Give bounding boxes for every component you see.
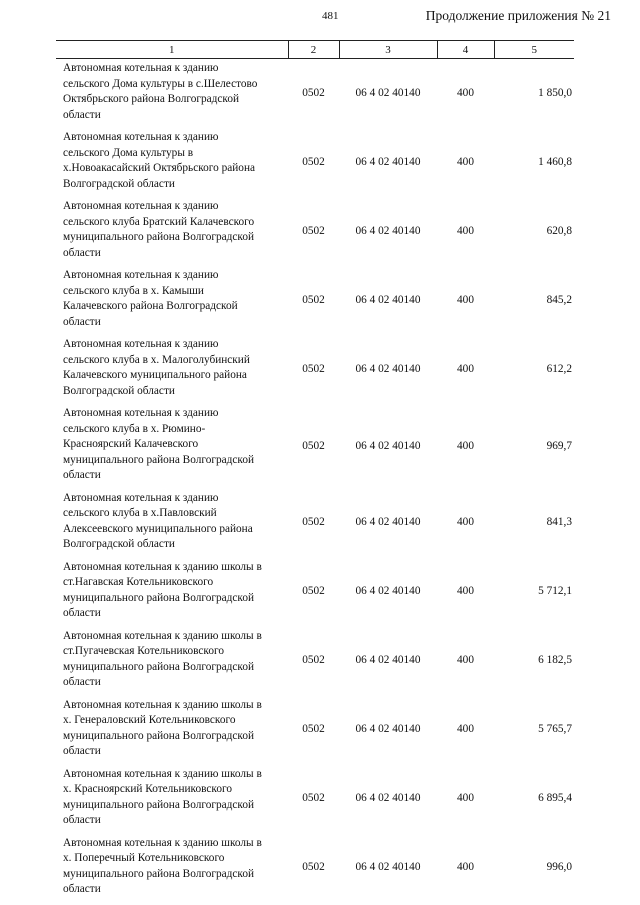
object-name-line: Автономная котельная к зданию [63,62,219,74]
object-name-line: Калачевского района Волгоградской [63,300,238,312]
object-name-line: х.Новоакасайский Октябрьского района [63,162,256,174]
object-name-cell [56,197,288,266]
section-code-cell: 0502 [302,86,325,99]
object-name-line: Автономная котельная к зданию школы в [63,836,262,849]
table-row [56,558,574,627]
object-name-line: Автономная котельная к зданию школы в [63,698,262,711]
object-name-cell [56,834,288,903]
amount-cell: 612,2 [546,362,572,375]
object-name-line: муниципального района Волгоградской [63,591,255,604]
object-name-cell [56,765,288,834]
object-name-cell [56,696,288,765]
object-name-line: Автономная котельная к зданию [63,131,219,143]
table-row [56,627,574,696]
amount-cell: 1 460,8 [538,155,572,168]
object-name-line: Автономная котельная к зданию школы в [63,767,262,780]
object-name-line: сельского Дома культуры в [63,146,194,159]
object-name-line: области [63,246,101,259]
object-name-line: области [63,676,101,688]
object-name-cell [56,404,288,489]
object-name-cell [56,335,288,404]
section-code-cell: 0502 [302,439,325,452]
section-code-cell: 0502 [302,362,325,375]
amount-cell: 1 850,0 [538,86,572,99]
amount-cell: 841,3 [546,516,572,529]
table-body [56,59,574,903]
object-name-line: муниципального района Волгоградской [63,729,255,742]
amount-cell: 620,8 [546,224,572,237]
header-row [56,41,574,59]
expense-type-cell: 400 [457,585,474,598]
object-name-line: Волгоградской области [63,177,175,190]
object-name-line: Волгоградской области [63,538,175,550]
object-name-line: области [63,469,101,481]
amount-cell: 5 765,7 [538,723,572,736]
expense-type-cell: 400 [457,516,474,529]
amount-cell: 996,0 [546,861,572,874]
section-code-cell: 0502 [302,654,325,667]
section-code-cell: 0502 [302,585,325,598]
object-name-line: муниципального района Волгоградской [63,453,255,466]
object-name-cell [56,627,288,696]
target-article-cell: 06 4 02 40140 [355,439,421,452]
object-name-line: сельского клуба Братский Калачевского [63,215,255,228]
object-name-line: области [63,607,101,619]
object-name-line: ст.Пугачевская Котельниковского [63,645,224,657]
column-header-5: 5 [494,41,574,59]
table-row [56,765,574,834]
object-name-line: Волгоградской области [63,384,175,397]
section-code-cell: 0502 [302,293,325,306]
expense-type-cell: 400 [457,362,474,375]
object-name-line: сельского клуба в х.Павловский [63,507,217,519]
table-row [56,128,574,197]
object-name-line: Автономная котельная к зданию [63,338,219,350]
table-row [56,335,574,404]
expense-type-cell: 400 [457,861,474,874]
object-name-line: области [63,108,101,121]
object-name-line: Красноярский Калачевского [63,438,199,450]
object-name-line: сельского Дома культуры в с.Шелестово [63,77,258,90]
expense-type-cell: 400 [457,86,474,99]
object-name-line: сельского клуба в х. Рюмино- [63,422,206,435]
table-row [56,404,574,489]
object-name-line: области [63,883,101,895]
object-name-line: сельского клуба в х. Малоголубинский [63,353,250,366]
amount-cell: 6 895,4 [538,792,572,805]
expense-type-cell: 400 [457,792,474,805]
expense-type-cell: 400 [457,224,474,237]
object-name-line: муниципального района Волгоградской [63,867,255,880]
object-name-line: Автономная котельная к зданию [63,200,219,212]
object-name-line: Калачевского муниципального района [63,369,247,381]
appendix-note: Продолжение приложения № 21 [425,8,611,23]
amount-cell: 6 182,5 [538,654,572,667]
object-name-cell [56,489,288,558]
object-name-cell [56,558,288,627]
object-name-line: Автономная котельная к зданию школы в [63,629,262,642]
object-name-line: х. Поперечный Котельниковского [63,852,225,864]
table-row [56,59,574,129]
target-article-cell: 06 4 02 40140 [355,224,421,237]
object-name-line: Октябрьского района Волгоградской [63,93,240,105]
object-name-line: Алексеевского муниципального района [63,522,253,535]
object-name-line: сельского клуба в х. Камыши [63,284,204,297]
object-name-line: ст.Нагавская Котельниковского [63,576,214,588]
target-article-cell: 06 4 02 40140 [355,654,421,667]
target-article-cell: 06 4 02 40140 [355,86,421,99]
target-article-cell: 06 4 02 40140 [355,792,421,805]
amount-cell: 5 712,1 [538,585,572,598]
target-article-cell: 06 4 02 40140 [355,861,421,874]
target-article-cell: 06 4 02 40140 [355,155,421,168]
table-row [56,489,574,558]
budget-table [56,40,574,903]
object-name-line: области [63,745,101,757]
column-header-4: 4 [437,41,494,59]
object-name-cell [56,128,288,197]
table-row [56,834,574,903]
amount-cell: 845,2 [546,293,572,306]
table-row [56,197,574,266]
object-name-line: Автономная котельная к зданию школы в [63,560,262,573]
table-row [56,696,574,765]
target-article-cell: 06 4 02 40140 [355,516,421,529]
object-name-line: Автономная котельная к зданию [63,269,219,281]
object-name-line: Автономная котельная к зданию [63,407,219,419]
amount-cell: 969,7 [546,439,572,452]
object-name-line: х. Генераловский Котельниковского [63,714,236,726]
column-header-2: 2 [288,41,339,59]
page-number: 481 [322,10,339,22]
section-code-cell: 0502 [302,723,325,736]
target-article-cell: 06 4 02 40140 [355,723,421,736]
section-code-cell: 0502 [302,224,325,237]
expense-type-cell: 400 [457,654,474,667]
expense-type-cell: 400 [457,723,474,736]
expense-type-cell: 400 [457,293,474,306]
object-name-line: области [63,315,101,328]
expense-type-cell: 400 [457,439,474,452]
section-code-cell: 0502 [302,792,325,805]
section-code-cell: 0502 [302,155,325,168]
object-name-line: Автономная котельная к зданию [63,491,219,504]
object-name-line: области [63,814,101,826]
table-row [56,266,574,335]
object-name-line: муниципального района Волгоградской [63,660,255,673]
object-name-line: х. Красноярский Котельниковского [63,783,232,795]
object-name-line: муниципального района Волгоградской [63,231,255,243]
target-article-cell: 06 4 02 40140 [355,293,421,306]
column-header-3: 3 [339,41,437,59]
section-code-cell: 0502 [302,861,325,874]
object-name-line: муниципального района Волгоградской [63,798,255,811]
object-name-cell [56,266,288,335]
expense-type-cell: 400 [457,155,474,168]
section-code-cell: 0502 [302,516,325,529]
table-header [56,41,574,59]
column-header-1: 1 [56,41,288,59]
target-article-cell: 06 4 02 40140 [355,585,421,598]
object-name-cell [56,59,288,129]
target-article-cell: 06 4 02 40140 [355,362,421,375]
